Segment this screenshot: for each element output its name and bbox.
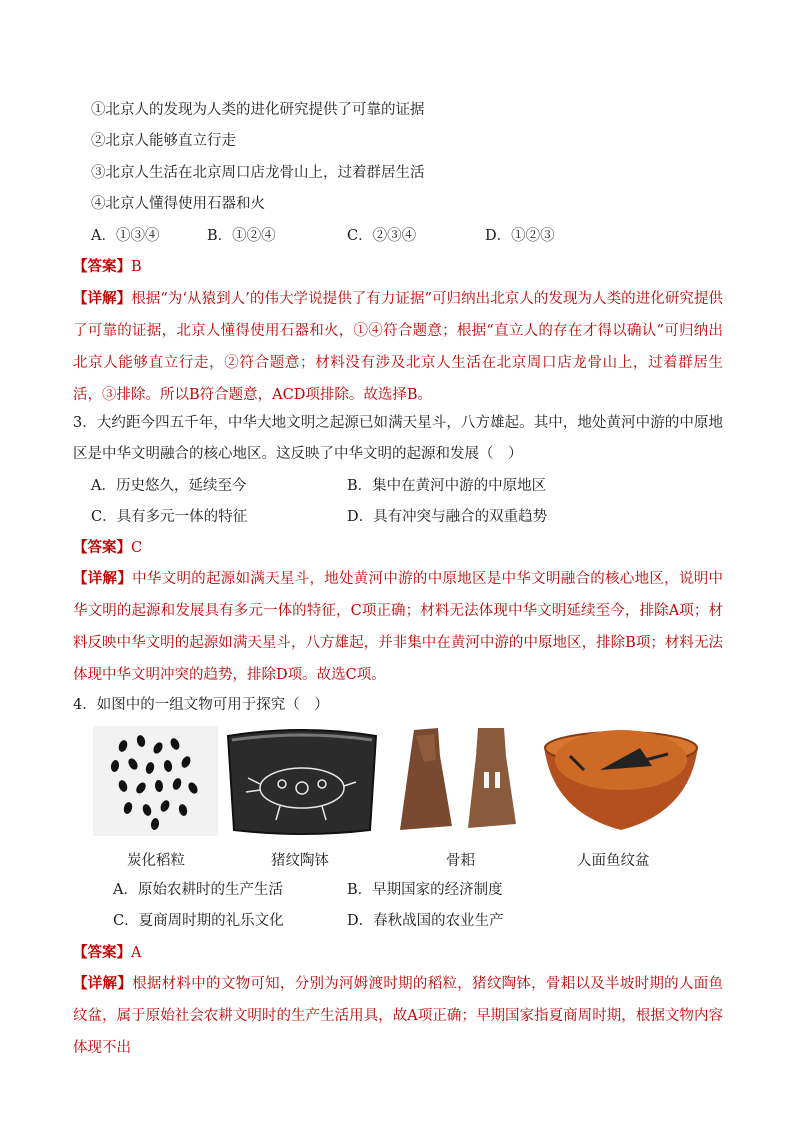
- q4-stem: 4．如图中的一组文物可用于探究（ ）: [73, 697, 329, 713]
- caption-carbonized-rice: 炭化稻粒: [127, 853, 185, 869]
- q2-option-a: A．①③④: [91, 228, 160, 244]
- detail-text: 根据材料中的文物可知，分别为河姆渡时期的稻粒，猪纹陶钵，骨耜以及半坡时期的人面鱼纹盆，属于原始社会农耕文明时的生产生活用具，故A项正确；早期国家指夏商周时期，根据文物内容体现不出: [73, 976, 724, 1056]
- q3-stem: 3．大约距今四五千年，中华大地文明之起源已如满天星斗，八方雄起。其中，地处黄河中游的中原地区是中华文明融合的核心地区。这反映了中华文明的起源和发展（ ）: [73, 415, 723, 462]
- q4-option-a: A．原始农耕时的生产生活: [113, 882, 283, 898]
- detail-text: 根据“为‘从猿到人’的伟大学说提供了有力证据”可归纳出北京人的发现为人类的进化研究提供了可靠的证据，北京人懂得使用石器和火，①④符合题意；根据“直立人的存在才得以确认”可归纳出北京人能够直立行走，②符合题意；材料没有涉及北京人生活在北京周口店龙骨山上，过着群居生活，③排除。所以B符合题意，ACD项排除。故选择B。: [73, 291, 723, 403]
- statement-1: ①北京人的发现为人类的进化研究提供了可靠的证据: [91, 102, 425, 118]
- q4-option-d: D．春秋战国的农业生产: [347, 913, 504, 929]
- detail-label: 【详解】: [73, 290, 132, 307]
- q3-option-c: C．具有多元一体的特征: [91, 509, 248, 525]
- detail-text: 中华文明的起源如满天星斗，地处黄河中游的中原地区是中华文明融合的核心地区，说明中华文明的起源和发展具有多元一体的特征，C项正确；材料无法体现中华文明延续至今，排除A项；材料反映中华文明的起源如满天星斗，八方雄起，并非集中在黄河中游的中原地区，排除B项；材料无法体现中华文明冲突的趋势，排除D项。故选C项。: [73, 571, 724, 683]
- human-face-fish-basin-image: [540, 726, 702, 836]
- answer-label: 【答案】: [73, 944, 131, 961]
- answer-label: 【答案】: [73, 539, 131, 556]
- statement-2: ②北京人能够直立行走: [91, 133, 236, 149]
- q4-answer: [73, 943, 141, 963]
- pig-pattern-bowl-image: [222, 726, 382, 836]
- answer-label: 【答案】: [73, 258, 131, 275]
- carbonized-rice-image: [93, 726, 218, 836]
- q3-option-d: D．具有冲突与融合的双重趋势: [347, 509, 548, 525]
- q4-detail: [73, 968, 723, 1064]
- caption-pig-bowl: 猪纹陶钵: [271, 853, 329, 869]
- caption-fish-basin: 人面鱼纹盆: [577, 853, 650, 869]
- q2-option-b: B．①②④: [207, 228, 276, 244]
- answer-value: C: [131, 540, 143, 556]
- detail-label: 【详解】: [73, 570, 133, 587]
- q3-option-a: A．历史悠久，延续至今: [91, 478, 247, 494]
- q2-option-d: D．①②③: [485, 228, 555, 244]
- answer-value: A: [131, 945, 142, 961]
- q4-option-b: B．早期国家的经济制度: [347, 882, 503, 898]
- detail-label: 【详解】: [73, 975, 133, 992]
- q3-option-b: B．集中在黄河中游的中原地区: [347, 478, 547, 494]
- q3-answer: [73, 538, 142, 558]
- q2-answer: [73, 257, 142, 277]
- q2-detail: [73, 283, 723, 411]
- answer-value: B: [131, 259, 142, 275]
- bone-spade-image: [394, 726, 534, 836]
- statement-3: ③北京人生活在北京周口店龙骨山上，过着群居生活: [91, 165, 425, 181]
- caption-bone-spade: 骨耜: [446, 853, 475, 869]
- q2-option-c: C．②③④: [347, 228, 417, 244]
- q4-option-c: C．夏商周时期的礼乐文化: [113, 913, 284, 929]
- q3-detail: [73, 563, 723, 691]
- statement-4: ④北京人懂得使用石器和火: [91, 196, 265, 212]
